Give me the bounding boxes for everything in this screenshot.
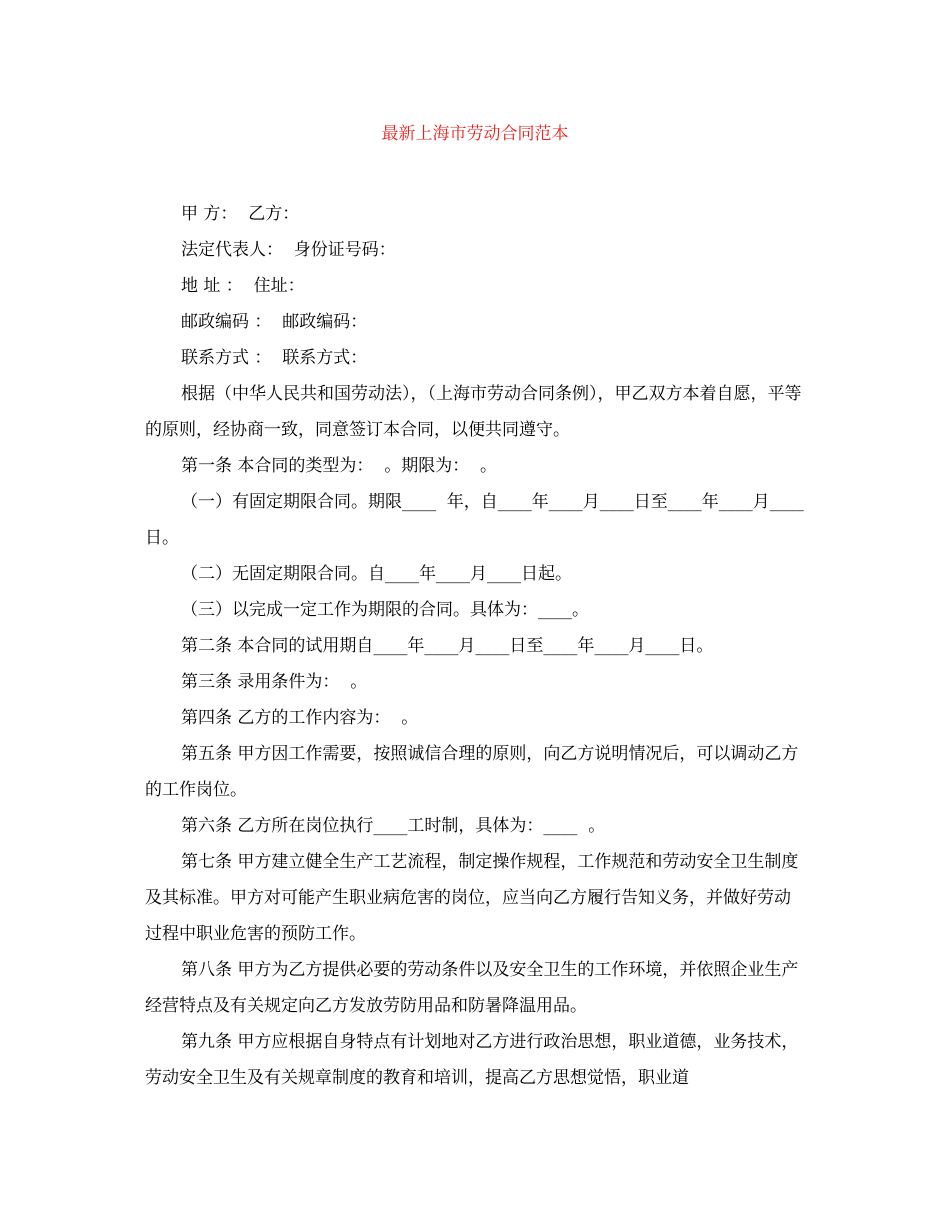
article-7: 第七条 甲方建立健全生产工艺流程，制定操作规程，工作规范和劳动安全卫生制度及其标准。甲方对可能产生职业病危害的岗位，应当向乙方履行告知义务，并做好劳动过程中职业危害的预防工作。 — [145, 852, 799, 944]
article-3: 第三条 录用条件为： 。 — [181, 672, 368, 692]
article-2: 第二条 本合同的试用期自____年____月____日至____年____月____日。 — [181, 636, 714, 656]
article-1-item-1: （一）有固定期限合同。期限____ 年，自____年____月____日至____年____月____日。 — [145, 492, 804, 548]
article-4: 第四条 乙方的工作内容为： 。 — [181, 708, 419, 728]
document-title: 最新上海市劳动合同范本 — [381, 124, 569, 144]
postal-code-line: 邮政编码 ： 邮政编码： — [181, 312, 368, 332]
preamble-paragraph: 根据（中华人民共和国劳动法），（上海市劳动合同条例），甲乙双方本着自愿，平等的原则，经协商一致，同意签订本合同，以便共同遵守。 — [145, 384, 802, 440]
article-8: 第八条 甲方为乙方提供必要的劳动条件以及安全卫生的工作环境，并依照企业生产经营特点及有关规定向乙方发放劳防用品和防暑降温用品。 — [145, 960, 799, 1016]
contact-line: 联系方式 ： 联系方式： — [181, 348, 368, 368]
article-5: 第五条 甲方因工作需要，按照诚信合理的原则，向乙方说明情况后，可以调动乙方的工作岗位。 — [145, 744, 799, 800]
representative-id-line: 法定代表人： 身份证号码： — [181, 240, 396, 260]
article-9: 第九条 甲方应根据自身特点有计划地对乙方进行政治思想，职业道德，业务技术，劳动安全卫生及有关规章制度的教育和培训，提高乙方思想觉悟，职业道 — [145, 1032, 799, 1088]
document-body — [145, 196, 805, 1096]
article-1: 第一条 本合同的类型为： 。期限为： 。 — [181, 456, 498, 476]
article-6: 第六条 乙方所在岗位执行____工时制，具体为：____ 。 — [181, 816, 606, 836]
party-names-line: 甲 方： 乙方： — [181, 204, 300, 224]
article-1-item-3: （三）以完成一定工作为期限的合同。具体为：____。 — [181, 600, 589, 620]
article-1-item-2: （二）无固定期限合同。自____年____月____日起。 — [181, 564, 572, 584]
address-line: 地 址 ： 住址： — [181, 276, 305, 296]
